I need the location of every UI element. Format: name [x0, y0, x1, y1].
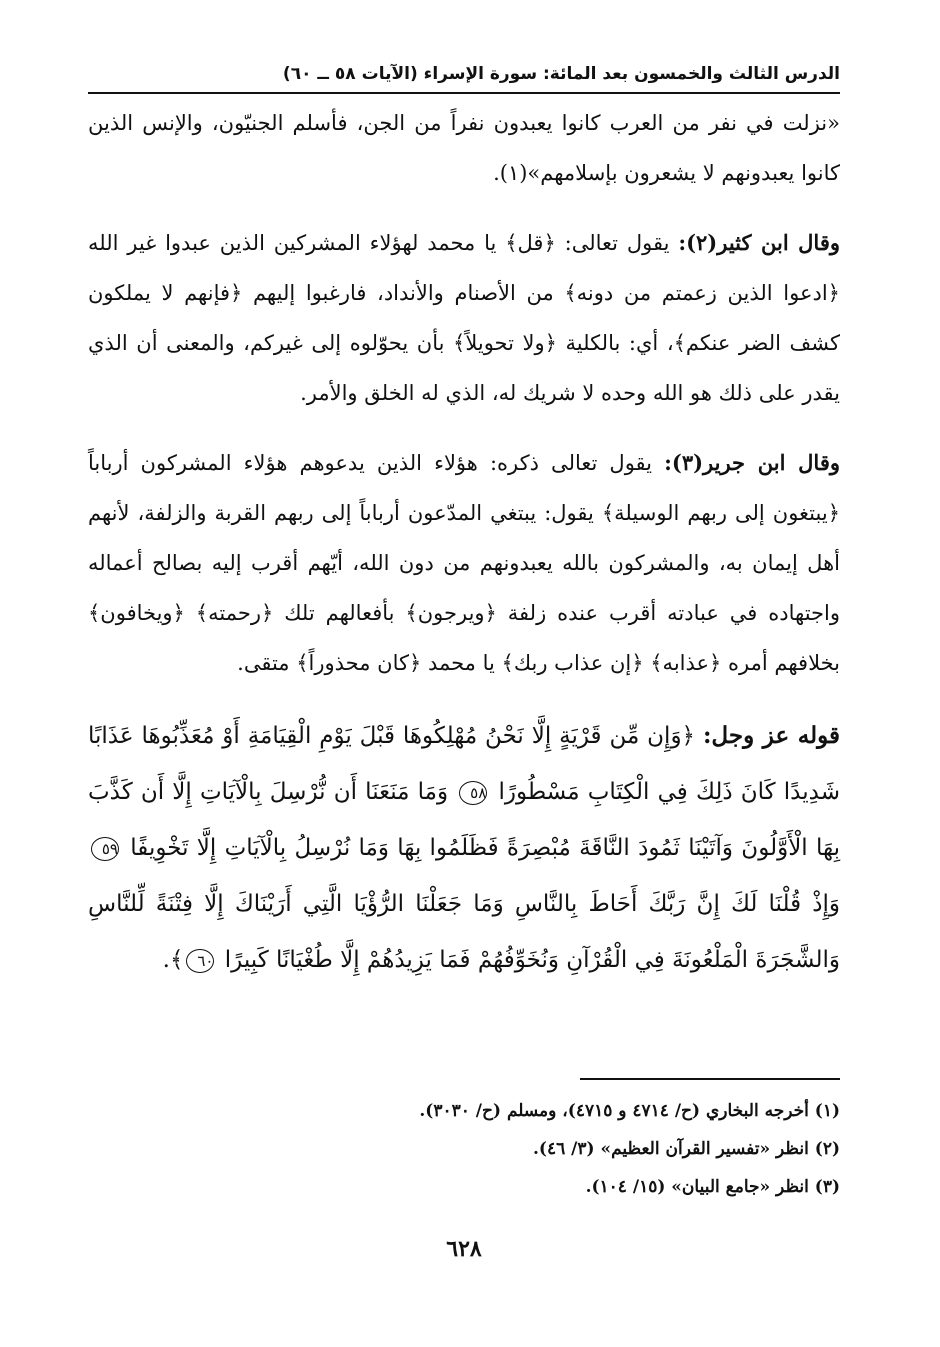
footnote-1: (١) أخرجه البخاري (ح/ ٤٧١٤ و ٤٧١٥)، ومسلم (ح/ ٣٠٣٠). — [419, 1101, 840, 1121]
footnote-divider — [580, 1078, 840, 1080]
paragraph-ibn-kathir — [88, 218, 840, 418]
paragraph-text: يقول تعالى: ﴿قل﴾ يا محمد لهؤلاء المشركين الذين عبدوا غير الله ﴿ادعوا الذين زعمتم من دونه﴾ من الأصنام والأنداد، فارغبوا إليهم ﴿فإنهم لا يملكون كشف الضر عنكم﴾، أي: بالكلية ﴿ولا تحويلاً﴾ بأن يحوّلوه إلى غيركم، والمعنى أن الذي يقدر على ذلك هو الله وحده لا شريك له، الذي له الخلق والأمر. — [88, 231, 840, 405]
paragraph-text: يقول تعالى ذكره: هؤلاء الذين يدعوهم هؤلاء المشركون أرباباً ﴿يبتغون إلى ربهم الوسيلة﴾ يقول: يبتغي المدّعون أرباباً إلى ربهم القربة والزلفة، لأنهم أهل إيمان به، والمشركون بالله يعبدونهم من دون الله، أيّهم أقرب إليه بصالح أعماله واجتهاده في عبادته أقرب عنده زلفة ﴿ويرجون﴾ بأفعالهم تلك ﴿رحمته﴾ ﴿ويخافون﴾ بخلافهم أمره ﴿عذابه﴾ ﴿إن عذاب ربك﴾ يا محمد ﴿كان محذوراً﴾ متقى. — [88, 451, 840, 675]
footnotes — [88, 1092, 840, 1206]
book-page — [88, 60, 840, 1330]
paragraph-lead: وقال ابن جرير(٣): — [664, 450, 840, 475]
footnote-2: (٢) انظر «تفسير القرآن العظيم» (٣/ ٤٦). — [532, 1139, 840, 1159]
quran-part-2: وَمَا مَنَعَنَا أَن نُّرْسِلَ بِالْآيَاتِ إِلَّا أَن كَذَّبَ بِهَا الْأَوَّلُونَ وَآتَيْنَا ثَمُودَ النَّاقَةَ مُبْصِرَةً فَظَلَمُوا بِهَا وَمَا نُرْسِلُ بِالْآيَاتِ إِلَّا تَخْوِيفًا — [88, 779, 841, 861]
quran-verses — [88, 708, 840, 988]
quran-end: ﴾. — [162, 947, 184, 973]
quran-lead: قوله عز وجل: — [702, 722, 840, 749]
paragraph-lead: وقال ابن كثير(٢): — [678, 230, 840, 255]
paragraph-1 — [88, 98, 840, 198]
ayah-number-59: ٥٩ — [91, 837, 119, 861]
paragraph-ibn-jarir — [88, 438, 840, 688]
main-text — [88, 98, 840, 1008]
page-number: ٦٢٨ — [446, 1236, 482, 1262]
header-divider — [88, 92, 840, 94]
footnote-3: (٣) انظر «جامع البيان» (١٥/ ١٠٤). — [585, 1177, 840, 1197]
ayah-number-58: ٥٨ — [459, 781, 487, 805]
paragraph-text: «نزلت في نفر من العرب كانوا يعبدون نفراً من الجن، فأسلم الجنيّون، والإنس الذين كانوا يعبدونهم لا يشعرون بإسلامهم»(١). — [88, 111, 840, 185]
ayah-number-60: ٦٠ — [186, 949, 214, 973]
quran-part-3: وَإِذْ قُلْنَا لَكَ إِنَّ رَبَّكَ أَحَاطَ بِالنَّاسِ وَمَا جَعَلْنَا الرُّؤْيَا الَّتِي أَرَيْنَاكَ إِلَّا فِتْنَةً لِّلنَّاسِ وَالشَّجَرَةَ الْمَلْعُونَةَ فِي الْقُرْآنِ وَنُخَوِّفُهُمْ فَمَا يَزِيدُهُمْ إِلَّا طُغْيَانًا كَبِيرًا — [88, 891, 840, 973]
quran-part-1: ﴿وَإِن مِّن قَرْيَةٍ إِلَّا نَحْنُ مُهْلِكُوهَا قَبْلَ يَوْمِ الْقِيَامَةِ أَوْ مُعَذِّبُوهَا عَذَابًا شَدِيدًا كَانَ ذَلِكَ فِي الْكِتَابِ مَسْطُورًا — [88, 723, 840, 805]
running-header: الدرس الثالث والخمسون بعد المائة: سورة الإسراء (الآيات ٥٨ ــ ٦٠) — [282, 64, 840, 84]
